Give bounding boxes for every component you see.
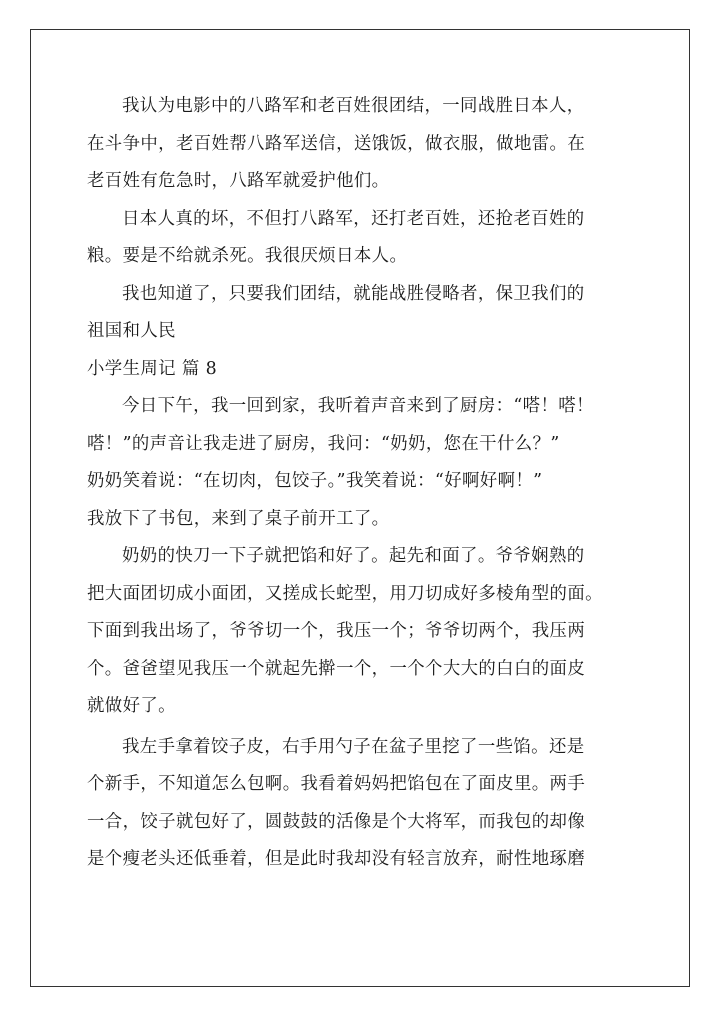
paragraph-line: 我左手拿着饺子皮，右手用勺子在盆子里挖了一些馅。还是 [122,736,585,757]
document-body [87,88,635,879]
paragraph-line: 我放下了书包，来到了桌子前开工了。 [87,508,390,529]
paragraph [87,729,635,879]
paragraph-line: 奶奶的快刀一下子就把馅和好了。起先和面了。爷爷娴熟的 [122,546,585,566]
paragraph-line: 下面到我出场了，爷爷切一个，我压一个；爷爷切两个，我压两 [87,621,586,641]
paragraph-line: 我认为电影中的八路军和老百姓很团结，一同战胜日本人， [122,96,585,116]
paragraph-line: 嗒！”的声音让我走进了厨房，我问：“奶奶，您在干什么？” [87,433,560,454]
paragraph-line: 把大面团切成小面团，又搓成长蛇型，用刀切成好多棱角型的面。 [87,583,603,604]
paragraph [87,276,635,351]
paragraph [87,538,635,726]
paragraph [87,88,635,201]
paragraph-line: 我也知道了，只要我们团结，就能战胜侵略者，保卫我们的 [122,283,585,304]
paragraph-line: 日本人真的坏，不但打八路军，还打老百姓，还抢老百姓的 [122,208,585,229]
paragraph [87,201,635,276]
paragraph-line: 是个瘦老头还低垂着，但是此时我却没有轻言放弃，耐性地琢磨 [87,849,586,869]
paragraph-line: 老百姓有危急时，八路军就爱护他们。 [87,171,390,191]
paragraph [87,388,635,538]
paragraph-line: 奶奶笑着说：“在切肉，包饺子。”我笑着说：“好啊好啊！” [87,471,543,491]
paragraph-line: 祖国和人民 [87,321,176,341]
paragraph-line: 一合，饺子就包好了，圆鼓鼓的活像是个大将军，而我包的却像 [87,811,586,832]
paragraph-line: 个新手，不知道怎么包啊。我看着妈妈把馅包在了面皮里。两手 [87,774,586,794]
paragraph-line: 在斗争中，老百姓帮八路军送信，送饿饭，做衣服，做地雷。在 [87,133,586,154]
paragraph-line: 个。爸爸望见我压一个就起先擀一个，一个个大大的白白的面皮 [87,658,586,679]
paragraph-line: 今日下午，我一回到家，我听着声音来到了厨房：“嗒！嗒！ [122,396,594,416]
paragraph-line: 粮。要是不给就杀死。我很厌烦日本人。 [87,246,408,266]
section-heading: 小学生周记 篇 8 [87,358,218,379]
paragraph-line: 就做好了。 [87,696,176,716]
